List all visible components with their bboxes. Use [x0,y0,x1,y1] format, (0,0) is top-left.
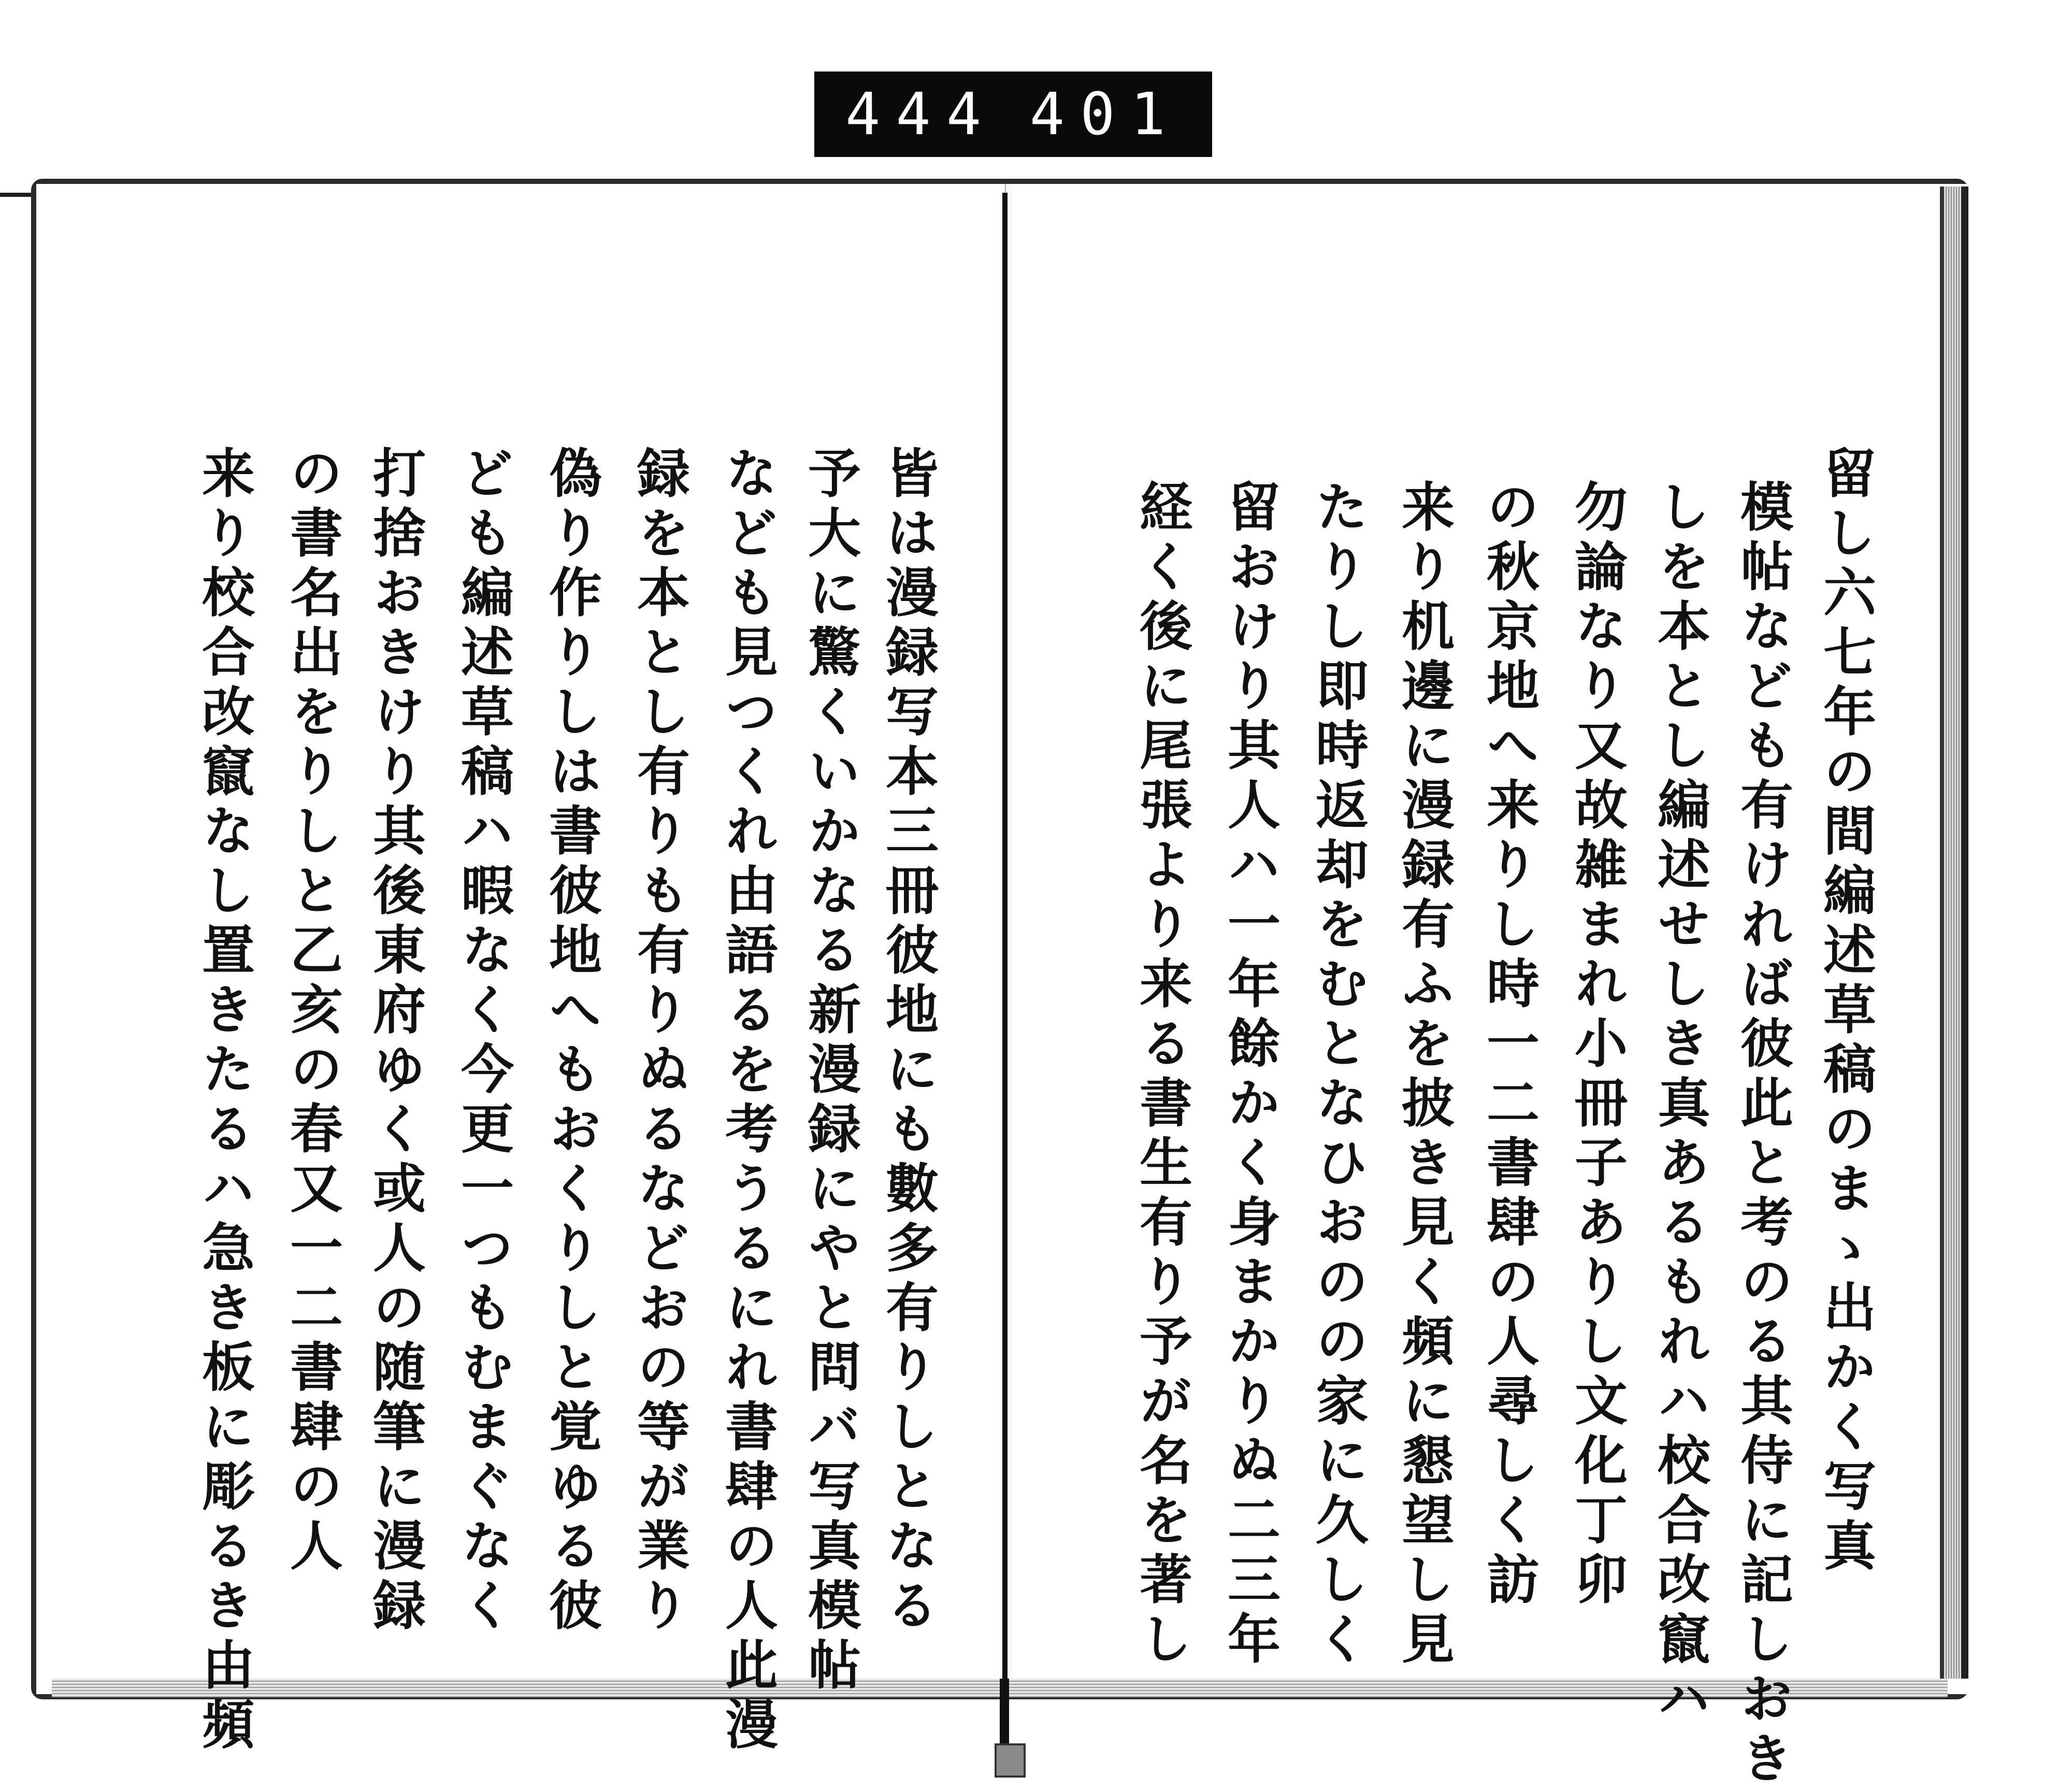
left-page-column-8: の書名出をりしと乙亥の春又一二書肆の人 [281,446,343,1578]
call-number-right: 401 [1029,80,1181,148]
left-page-column-9: 来り校合改竄なし置きたるハ急き板に彫るき由頻 [193,446,255,1756]
right-page-column-2: 模帖なども有ければ彼此と考のる其侍に記しおき [1732,479,1794,1790]
bookmark-tab [995,1743,1026,1778]
call-number-left: 444 [845,80,997,148]
right-page-column-5: の秋京地へ来りし時一二書肆の人尋しく訪 [1478,479,1540,1611]
right-page-column-8: 留おけり其人ハ一年餘かく身まかりぬ二三年 [1219,479,1281,1671]
right-page-column-9: 経く後に尾張より来る書生有り予が名を著し [1131,479,1193,1671]
book-fore-edge [1940,187,1968,1679]
right-page-column-4: 勿論なり又故雑まれ小冊子ありし文化丁卯 [1566,479,1628,1611]
right-page-column-1: 留し六七年の間編述草稿のまゝ出かく写真 [1815,446,1877,1578]
call-number-label [814,71,1212,157]
left-page-column-7: 打捨おきけり其後東府ゆく或人の随筆に漫録 [364,446,426,1637]
right-page-column-6: 来り机邊に漫録有ふを披き見く頻に懇望し見 [1393,479,1455,1671]
left-page-column-5: 偽り作りしは書彼地へもおくりしと覚ゆる彼 [540,446,602,1637]
left-page-column-4: 録を本とし有りも有りぬるなどおの等が業り [628,446,690,1637]
right-page-column-3: しを本とし編述せしき真あるもれハ校合改竄ハ [1649,479,1711,1730]
bookmark-string [1000,1679,1009,1746]
left-page-column-2: 予大に驚くいかなる新漫録にやと問バ写真模帖 [799,446,861,1697]
left-page-column-3: なども見つくれ由語るを考うるにれ書肆の人此漫 [716,446,779,1756]
right-page-column-7: たりし即時返却をむとなひおのの家に久しく [1307,479,1369,1671]
left-page-column-1: 皆は漫録写本三冊彼地にも數多有りしとなる [877,446,939,1637]
left-page-column-6: ども編述草稿ハ暇なく今更一つもむまぐなく [452,446,514,1637]
book-gutter [1002,193,1008,1690]
